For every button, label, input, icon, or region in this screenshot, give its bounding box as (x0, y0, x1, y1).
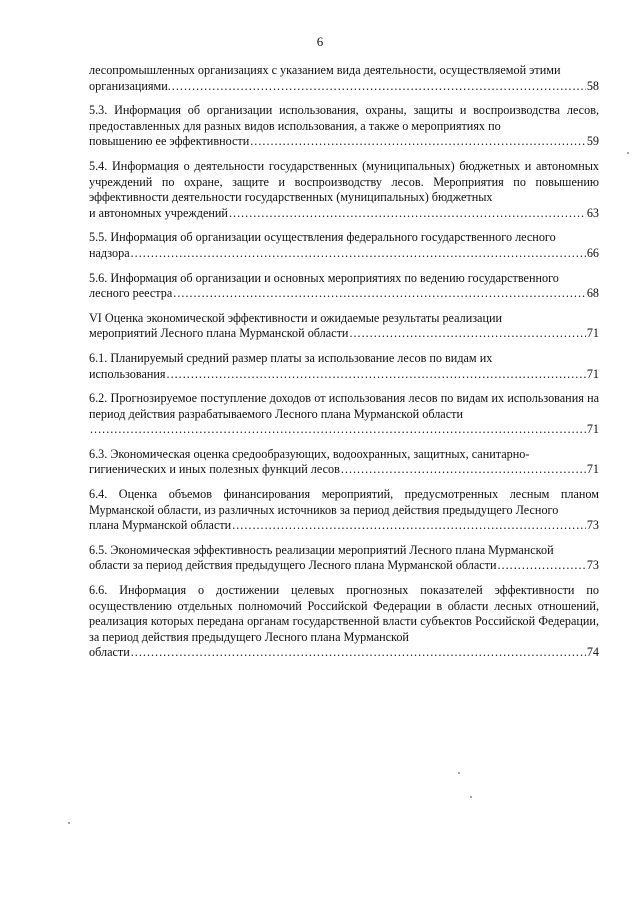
dot-leader (498, 558, 586, 574)
toc-leader-line (89, 518, 599, 534)
toc-entry-tail: области (89, 645, 130, 660)
toc-entry-tail: лесного реестра (89, 286, 173, 301)
dot-leader (250, 134, 586, 150)
dot-leader (131, 645, 586, 661)
toc-entry-text: 5.6. Информация об организации и основных мероприятиях по ведению государственного (89, 270, 559, 285)
toc-entry-text: VI Оценка экономической эффективности и ожидаемые результаты реализации (89, 310, 503, 325)
dot-leader (173, 286, 586, 302)
toc-entry[interactable] (89, 63, 599, 94)
toc-leader-line (89, 246, 599, 262)
toc-entry[interactable] (89, 447, 599, 478)
dot-leader (341, 462, 586, 478)
toc-leader-line (89, 79, 599, 95)
toc-entry-text: 5.4. Информация о деятельности государственных (муниципальных) бюджетных и автономных учреждений по охране, защите и воспроизводству лесов. Мероприятия по повышению эффективности деятельности государственных (муниципальных) бюджетных (89, 158, 599, 205)
toc-entry-text: 5.3. Информация об организации использования, охраны, защиты и воспроизводства лесов, предоставленных для разных видов использования, а также о мероприятиях по (89, 103, 599, 133)
toc-entry[interactable] (89, 230, 599, 261)
toc-page-number: 73 (586, 558, 599, 573)
toc-page-number: 73 (586, 518, 599, 533)
scan-speck (68, 822, 70, 824)
toc-leader-line (89, 326, 599, 342)
toc-leader-line (89, 422, 599, 438)
toc-entry-text: 6.2. Прогнозируемое поступление доходов от использования лесов по видам их использования на период действия разрабатываемого Лесного плана Мурманской области (89, 391, 599, 421)
table-of-contents (89, 63, 599, 670)
toc-entry[interactable] (89, 543, 599, 574)
dot-leader (229, 206, 586, 222)
toc-page-number: 71 (586, 326, 599, 341)
toc-entry[interactable] (89, 351, 599, 382)
toc-leader-line (89, 462, 599, 478)
toc-page-number: 59 (586, 134, 599, 149)
toc-entry[interactable] (89, 103, 599, 150)
toc-entry-text: 6.5. Экономическая эффективность реализации мероприятий Лесного плана Мурманской (89, 542, 554, 557)
dot-leader (172, 79, 586, 95)
toc-page-number: 71 (586, 462, 599, 477)
scan-speck (458, 772, 460, 774)
toc-entry[interactable] (89, 487, 599, 534)
toc-page-number: 74 (586, 645, 599, 660)
toc-page-number: 66 (586, 245, 599, 260)
toc-leader-line (89, 286, 599, 302)
toc-entry-tail: области за период действия предыдущего Лесного плана Мурманской области (89, 558, 497, 573)
toc-entry-text: 6.4. Оценка объемов финансирования мероприятий, предусмотренных лесным планом Мурманской области, из различных источников за период действия предыдущего Лесного (89, 487, 599, 517)
toc-entry-tail: организациями. (89, 78, 171, 93)
toc-entry[interactable] (89, 271, 599, 302)
dot-leader (90, 422, 586, 438)
toc-entry-tail: использования (89, 366, 166, 381)
dot-leader (167, 367, 586, 383)
toc-page-number: 63 (586, 205, 599, 220)
toc-entry-text: 5.5. Информация об организации осуществления федерального государственного лесного (89, 230, 556, 245)
toc-entry[interactable] (89, 583, 599, 661)
toc-entry-tail: гигиенических и иных полезных функций лесов (89, 462, 340, 477)
toc-entry[interactable] (89, 159, 599, 221)
toc-page-number: 68 (586, 286, 599, 301)
toc-entry-tail: и автономных учреждений (89, 205, 228, 220)
toc-entry[interactable] (89, 311, 599, 342)
toc-page-number: 71 (586, 366, 599, 381)
toc-entry-tail: плана Мурманской области (89, 518, 232, 533)
toc-page-number: 58 (586, 78, 599, 93)
toc-leader-line (89, 134, 599, 150)
toc-leader-line (89, 206, 599, 222)
scan-speck (470, 796, 472, 798)
toc-leader-line (89, 645, 599, 661)
dot-leader (131, 246, 586, 262)
toc-entry-text: 6.6. Информация о достижении целевых прогнозных показателей эффективности по осуществлению отдельных полномочий Российской Федерации в области лесных отношений, реализация которых передана органам государственной власти субъектов Российской Федерации, за период действия предыдущего Лесного плана Мурманской (89, 583, 599, 644)
toc-entry-tail: мероприятий Лесного плана Мурманской области (89, 326, 349, 341)
toc-entry-text: 6.1. Планируемый средний размер платы за использование лесов по видам их (89, 350, 493, 365)
scan-speck (627, 152, 629, 154)
page-number: 6 (316, 34, 324, 49)
toc-entry-text: лесопромышленных организациях с указанием вида деятельности, осуществляемой этими (89, 63, 561, 77)
toc-entry-tail: надзора (89, 245, 130, 260)
toc-leader-line (89, 367, 599, 383)
toc-entry-tail: повышению ее эффективности (89, 134, 250, 149)
toc-page-number: 71 (586, 422, 599, 437)
toc-leader-line (89, 558, 599, 574)
toc-entry-text: 6.3. Экономическая оценка средообразующих, водоохранных, защитных, санитарно- (89, 446, 530, 461)
dot-leader (232, 518, 586, 534)
toc-entry[interactable] (89, 391, 599, 438)
dot-leader (349, 326, 585, 342)
